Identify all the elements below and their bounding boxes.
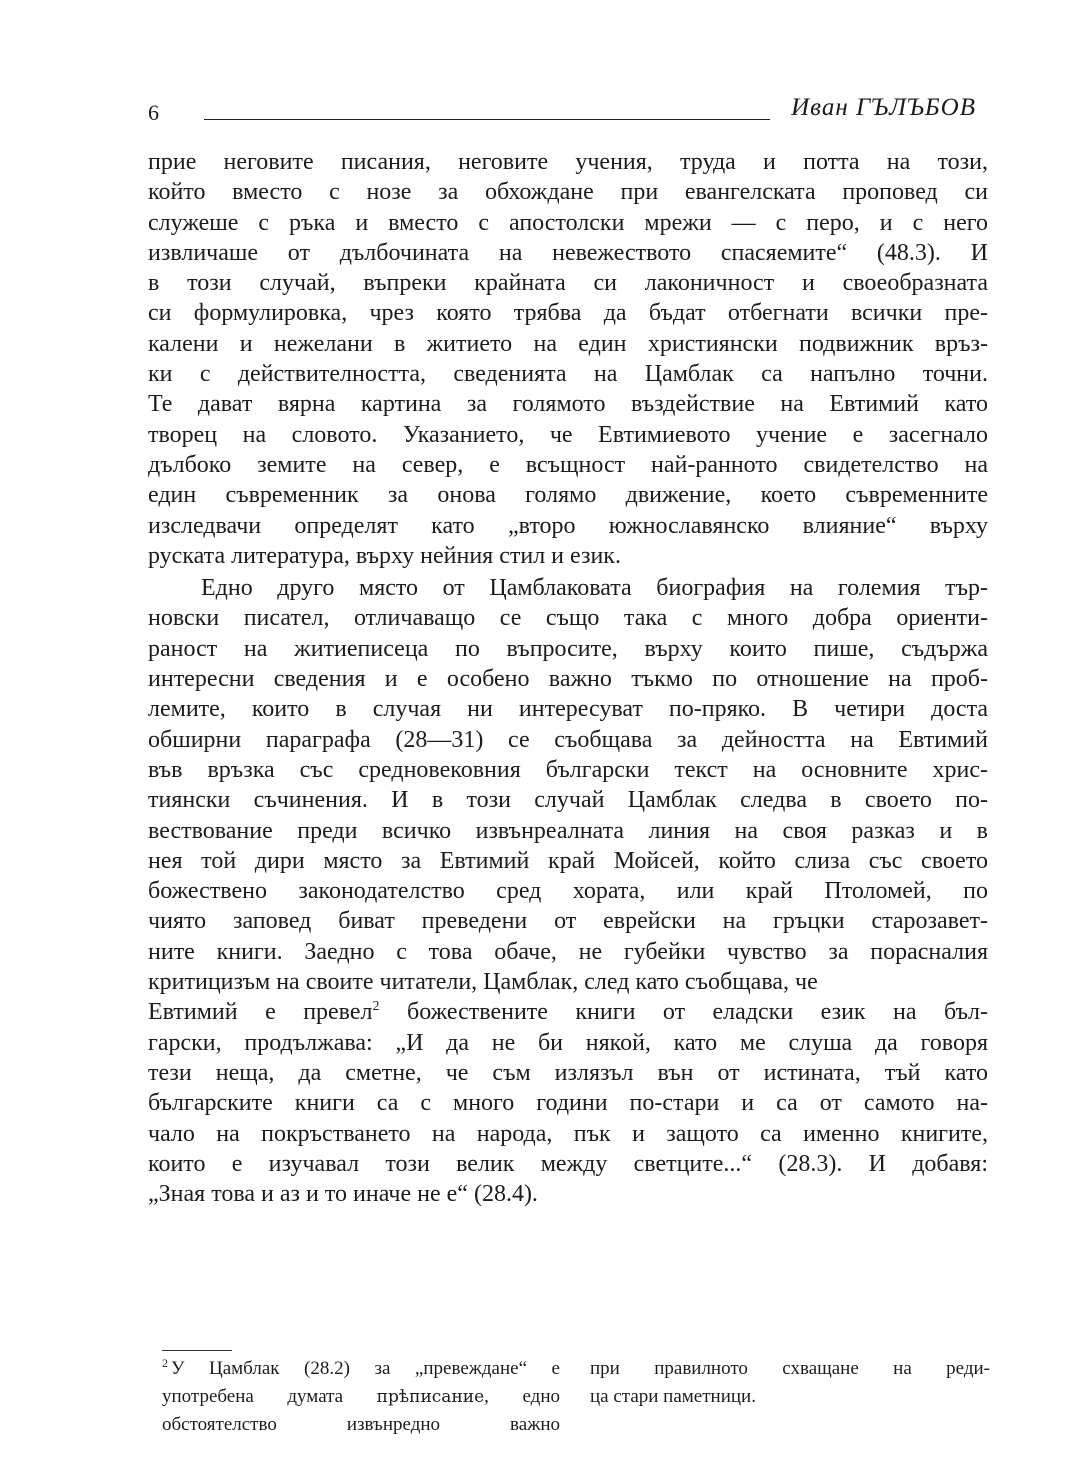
footnote-right-column <box>590 1355 990 1411</box>
paragraph-1 <box>148 147 988 571</box>
text-line: прие неговите писания, неговите учения, труда и потта на този, <box>148 149 988 175</box>
text-line <box>148 997 988 1027</box>
body-text <box>148 147 988 1209</box>
text-line: ки с действителността, сведенията на Цамблак са напълно точни. <box>148 361 988 388</box>
text-line: във връзка със средновековния български текст на основните хрис- <box>148 756 988 783</box>
text-line: чиято заповед биват преведени от еврейски на гръцки старозавет- <box>148 908 988 935</box>
text-line: тези неща, да сметне, че съм излязъл вън от истината, тъй като <box>148 1059 988 1086</box>
text-line-start: Евтимий е превел <box>148 999 373 1026</box>
text-line: ните книги. Заедно с това обаче, не губейки чувство за порасналия <box>148 938 988 965</box>
text-line: божествено законодателство сред хората, или край Птоломей, по <box>148 878 988 905</box>
text-line: си формулировка, чрез която трябва да бъдат отбегнати всички пре- <box>148 300 988 327</box>
text-line: Те дават вярна картина за голямото въздействие на Евтимий като <box>148 391 988 418</box>
text-line: чало на покръстването на народа, пък и защото са именно книгите, <box>148 1120 988 1147</box>
header-rule <box>204 119 770 120</box>
text-line: обширни параграфа (28—31) се съобщава за дейността на Евтимий <box>148 726 988 753</box>
paragraph-2 <box>148 573 988 1209</box>
text-line: изследвачи определят като „второ южнославянско влияние“ върху <box>148 512 988 539</box>
text-line: Едно друго място от Цамблаковата биография на големия тър- <box>201 575 988 602</box>
footnote-line <box>162 1383 560 1411</box>
text-line: новски писател, отличаващо се също така с много добра ориенти- <box>148 605 988 632</box>
text-line: тиянски съчинения. И в този случай Цамблак следва в своето по- <box>148 787 988 814</box>
text-line: нея той дири място за Евтимий край Мойсей, който слиза със своето <box>148 847 988 874</box>
text-line: извличаше от дълбочината на невежеството спасяемите“ (48.3). И <box>148 239 988 266</box>
text-line: лемите, които в случая ни интересуват по-пряко. В четири доста <box>148 696 988 723</box>
text-line: „Зная това и аз и то иначе не е“ (28.4). <box>148 1181 538 1208</box>
text-line-end: божествените книги от еладски език на бъл- <box>379 999 988 1026</box>
footnote-line-3: обстоятелство извънредно важно <box>162 1414 560 1435</box>
text-line: критицизъм на своите читатели, Цамблак, след като съобщава, че <box>148 969 818 996</box>
text-line: дълбоко земите на север, е всъщност най-ранното свидетелство на <box>148 451 988 478</box>
running-head: Иван ГЪЛЪБОВ <box>791 94 976 121</box>
text-line: вествование преди всичко извънреалната линия на своя разказ и в <box>148 817 988 844</box>
church-slavonic-word: прѣписание <box>376 1387 485 1407</box>
text-line: служеше с ръка и вместо с апостолски мрежи — с перо, и с него <box>148 209 988 236</box>
footnote-line-2-start: употребена думата <box>162 1386 377 1407</box>
text-line: които е изучавал този велик между светците...“ (28.3). И добавя: <box>148 1150 988 1177</box>
page-number: 6 <box>148 100 159 125</box>
footnote-line <box>162 1355 560 1383</box>
text-line: раност на житиеписеца по въпросите, върху които пише, съдържа <box>148 635 988 662</box>
text-line: един съвременник за онова голямо движение, което съвременните <box>148 482 988 509</box>
text-line: руската литература, върху нейния стил и език. <box>148 542 621 569</box>
text-line: творец на словото. Указанието, че Евтимиевото учение е засегнало <box>148 421 988 448</box>
text-line: който вместо с нозе за обхождане при евангелската проповед си <box>148 179 988 206</box>
footnote-line-2-end: , едно <box>484 1386 560 1407</box>
text-line: в този случай, въпреки крайната си лаконичност и своеобразната <box>148 270 988 297</box>
footnote-right-line-2: ца стари паметници. <box>590 1386 756 1407</box>
footnote-mark: 2 <box>162 1355 168 1370</box>
text-line: гарски, продължава: „И да не би някой, като ме слуша да говоря <box>148 1029 988 1056</box>
text-line: интересни сведения и е особено важно тъкмо по отношение на проб- <box>148 666 988 693</box>
text-line: българските книги са с много години по-стари и са от самото на- <box>148 1090 988 1117</box>
text-line: калени и нежелани в житието на един християнски подвижник връз- <box>148 330 988 357</box>
footnote-right-line-1: при правилното схващане на реди- <box>590 1358 990 1379</box>
footnote-line-1: У Цамблак (28.2) за „превеждане“ е <box>171 1358 560 1379</box>
footnote-reference[interactable]: 2 <box>372 999 380 1015</box>
footnote-rule <box>162 1350 232 1351</box>
footnote-left-column <box>162 1355 560 1439</box>
